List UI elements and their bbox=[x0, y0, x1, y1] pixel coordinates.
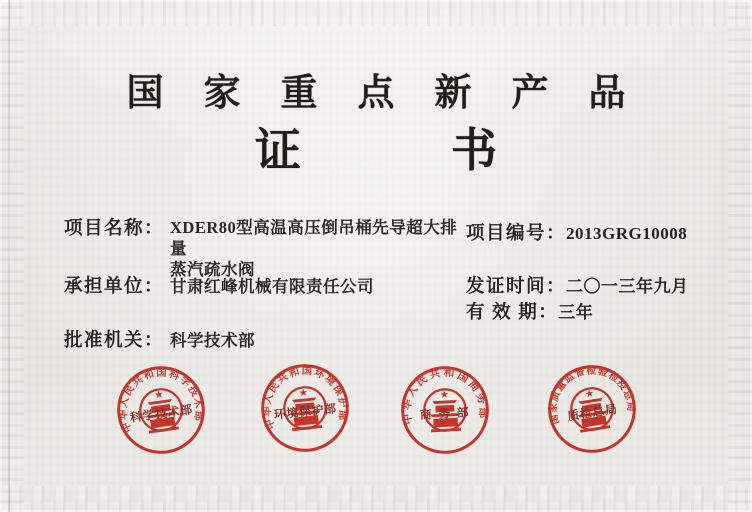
project-no-row bbox=[466, 219, 687, 245]
project-no-label: 项目编号： bbox=[466, 224, 567, 244]
seal-name-text: 环境保护部 bbox=[273, 402, 338, 422]
seal-arc-text: 国家质量监督检验检疫总局 bbox=[548, 365, 637, 426]
project-no-value: 2013GRG10008 bbox=[566, 224, 688, 243]
border-pattern-top bbox=[0, 0, 752, 26]
authority-label: 批准机关： bbox=[64, 331, 165, 351]
official-seal-icon bbox=[538, 353, 646, 464]
seal-name-text: 质检总局 bbox=[566, 402, 619, 424]
project-name-value bbox=[170, 217, 470, 280]
emblem-star-icon: ★ bbox=[439, 389, 450, 402]
validity-label: 有 效 期： bbox=[466, 303, 559, 323]
issue-date-value: 二〇一三年九月 bbox=[566, 277, 689, 296]
seal-name-text: 商 务 部 bbox=[419, 406, 471, 422]
emblem-star-icon: ★ bbox=[153, 389, 165, 402]
certificate-title: 国家重点新产品 bbox=[126, 73, 666, 114]
project-name-line1: XDER80型高温高压倒吊桶先导超大排量 bbox=[170, 218, 458, 258]
issue-date-label: 发证时间： bbox=[466, 277, 567, 297]
seal-ministry-commerce bbox=[395, 359, 494, 462]
undertaker-value: 甘肃红峰机械有限责任公司 bbox=[170, 277, 374, 296]
certificate-subtitle: 证 书 bbox=[255, 125, 549, 176]
authority-value: 科学技术部 bbox=[170, 331, 255, 350]
emblem-star-icon: ★ bbox=[298, 387, 309, 400]
official-seal-icon bbox=[108, 355, 215, 465]
official-seal-icon bbox=[253, 354, 357, 461]
validity-value: 三年 bbox=[558, 303, 594, 322]
project-name-line2: 蒸汽疏水阀 bbox=[170, 260, 255, 279]
seal-arc-text: 中华人民共和国商务部 bbox=[400, 366, 490, 426]
seal-arc-text: 中华人民共和国科学技术部 bbox=[117, 367, 205, 435]
validity-row bbox=[466, 298, 593, 324]
seal-ministry-science-technology bbox=[108, 355, 215, 465]
official-seal-icon bbox=[395, 359, 494, 462]
seal-quality-inspection-administration bbox=[538, 353, 646, 464]
undertaker-label: 承担单位： bbox=[64, 277, 165, 297]
emblem-star-icon: ★ bbox=[584, 388, 596, 401]
embossed-band bbox=[20, 486, 732, 502]
issue-date-row bbox=[466, 272, 689, 298]
seal-ministry-environment bbox=[253, 354, 357, 461]
project-name-label: 项目名称： bbox=[64, 219, 165, 239]
seal-name-text: 科学技术部 bbox=[129, 403, 194, 425]
seal-arc-text: 中华人民共和国环境保护部 bbox=[262, 365, 349, 431]
